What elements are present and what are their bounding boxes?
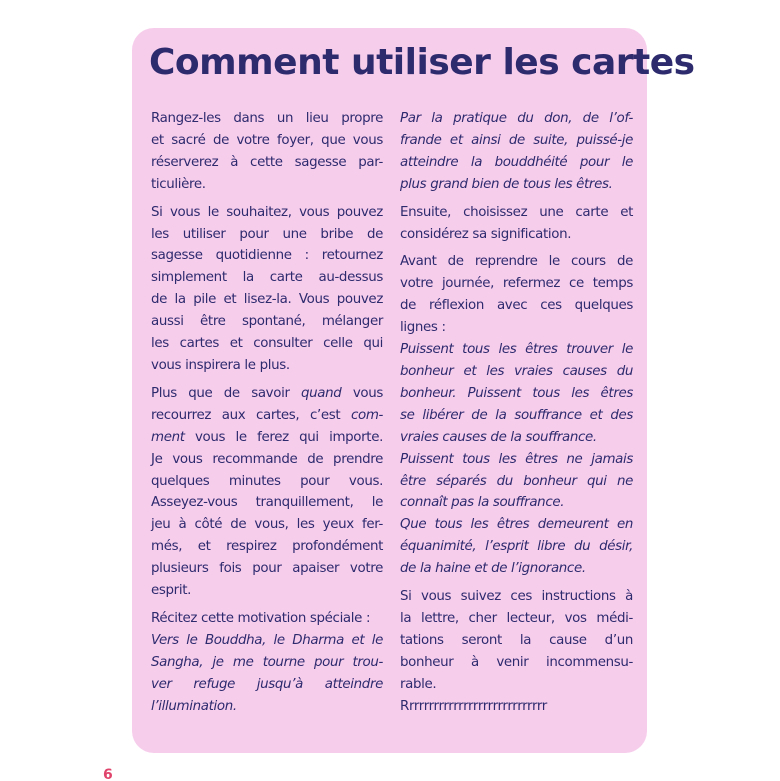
- text-line: se libérer de la souffrance et des: [400, 407, 633, 423]
- paragraph-dedication: [400, 108, 633, 196]
- text-line: ticulière.: [151, 176, 206, 192]
- text-line: [151, 383, 383, 405]
- text-line: bonheur à venir incommensu-: [400, 654, 633, 670]
- text-line: bonheur. Puissent tous les êtres: [400, 385, 633, 401]
- text-line: Récitez cette motivation spéciale :: [151, 610, 371, 626]
- text-line: jeu à côté de vous, les yeux fer-: [151, 517, 383, 533]
- paragraph-choose-card: [400, 202, 633, 246]
- text-line: équanimité, l’esprit libre du désir,: [400, 539, 633, 555]
- text-line: simplement la carte au-dessus: [151, 270, 383, 286]
- text-line: plusieurs fois pour apaiser votre: [151, 561, 383, 577]
- text-line: Je vous recommande de prendre: [151, 451, 383, 467]
- text-line: la lettre, cher lecteur, vos médi-: [400, 610, 633, 626]
- left-column: [151, 108, 383, 723]
- text-line: Si vous suivez ces instructions à: [400, 589, 633, 605]
- text-line: votre journée, refermez ce temps: [400, 276, 633, 292]
- text-line: Si vous le souhaitez, vous pouvez: [151, 204, 383, 220]
- text-line: Rrrrrrrrrrrrrrrrrrrrrrrrrrrrr: [400, 698, 547, 714]
- text-line: l’illumination.: [151, 698, 237, 714]
- text-line: Vers le Bouddha, le Dharma et le: [151, 632, 383, 648]
- text-line: Avant de reprendre le cours de: [400, 254, 633, 270]
- emphasis-quand: quand: [301, 385, 342, 401]
- text-line: les utiliser pour une bribe de: [151, 226, 383, 242]
- text-line: réserverez à cette sagesse par-: [151, 154, 383, 170]
- text-line: de la haine et de l’ignorance.: [400, 561, 586, 577]
- text-line: considérez sa signification.: [400, 226, 572, 242]
- text-line: lignes :: [400, 320, 446, 336]
- right-column: [400, 108, 633, 723]
- text-line: vous inspirera le plus.: [151, 357, 290, 373]
- text-segment: vous: [341, 385, 383, 401]
- text-line: [151, 405, 383, 427]
- text-line: vraies causes de la souffrance.: [400, 429, 597, 445]
- text-line: connaît pas la souffrance.: [400, 495, 565, 511]
- text-line: rable.: [400, 676, 437, 692]
- paragraph-daily-use: [151, 202, 383, 377]
- text-line: quelques minutes pour vous.: [151, 473, 383, 489]
- text-line: Par la pratique du don, de l’of-: [400, 111, 633, 126]
- emphasis-comment: com-: [350, 407, 383, 423]
- text-line: sagesse quotidienne : retournez: [151, 248, 383, 264]
- paragraph-motivation: [151, 608, 383, 718]
- text-line: ver refuge jusqu’à atteindre: [151, 676, 383, 692]
- text-line: tations seront la cause d’un: [400, 632, 633, 648]
- text-line: bonheur et les vraies causes du: [400, 363, 633, 379]
- text-segment: vous le ferez qui importe.: [184, 429, 383, 445]
- text-line: être séparés du bonheur qui ne: [400, 473, 633, 489]
- paragraph-storage: [151, 108, 383, 196]
- text-line: aussi être spontané, mélanger: [151, 314, 383, 330]
- text-line: més, et respirez profondément: [151, 539, 383, 555]
- text-line: les cartes et consulter celle qui: [151, 336, 383, 352]
- text-line: [151, 427, 383, 449]
- text-line: esprit.: [151, 583, 191, 599]
- text-line: Ensuite, choisissez une carte et: [400, 204, 633, 220]
- text-line: Puissent tous les êtres ne jamais: [400, 451, 633, 467]
- text-line: plus grand bien de tous les êtres.: [400, 176, 613, 192]
- emphasis-comment: ment: [151, 429, 185, 445]
- instruction-card: [132, 28, 695, 753]
- text-line: Rangez-les dans un lieu propre: [151, 111, 383, 126]
- page-title: Comment utiliser les cartes: [149, 42, 695, 83]
- page-number: 6: [103, 767, 113, 781]
- text-line: atteindre la bouddhéité pour le: [400, 154, 633, 170]
- text-line: Puissent tous les êtres trouver le: [400, 342, 633, 358]
- paragraph-how-to: [151, 383, 383, 602]
- paragraph-conclusion: [400, 586, 633, 717]
- text-line: de la pile et lisez-la. Vous pouvez: [151, 292, 383, 308]
- text-line: Asseyez-vous tranquillement, le: [151, 495, 383, 511]
- text-segment: recourrez aux cartes, c’est: [151, 407, 351, 423]
- text-line: Sangha, je me tourne pour trou-: [151, 654, 383, 670]
- paragraph-closing: [400, 251, 633, 580]
- text-line: frande et ainsi de suite, puissé-je: [400, 132, 633, 148]
- text-line: de réflexion avec ces quelques: [400, 298, 633, 314]
- text-line: Que tous les êtres demeurent en: [400, 517, 633, 533]
- text-line: et sacré de votre foyer, que vous: [151, 132, 383, 148]
- text-segment: Plus que de savoir: [151, 385, 301, 401]
